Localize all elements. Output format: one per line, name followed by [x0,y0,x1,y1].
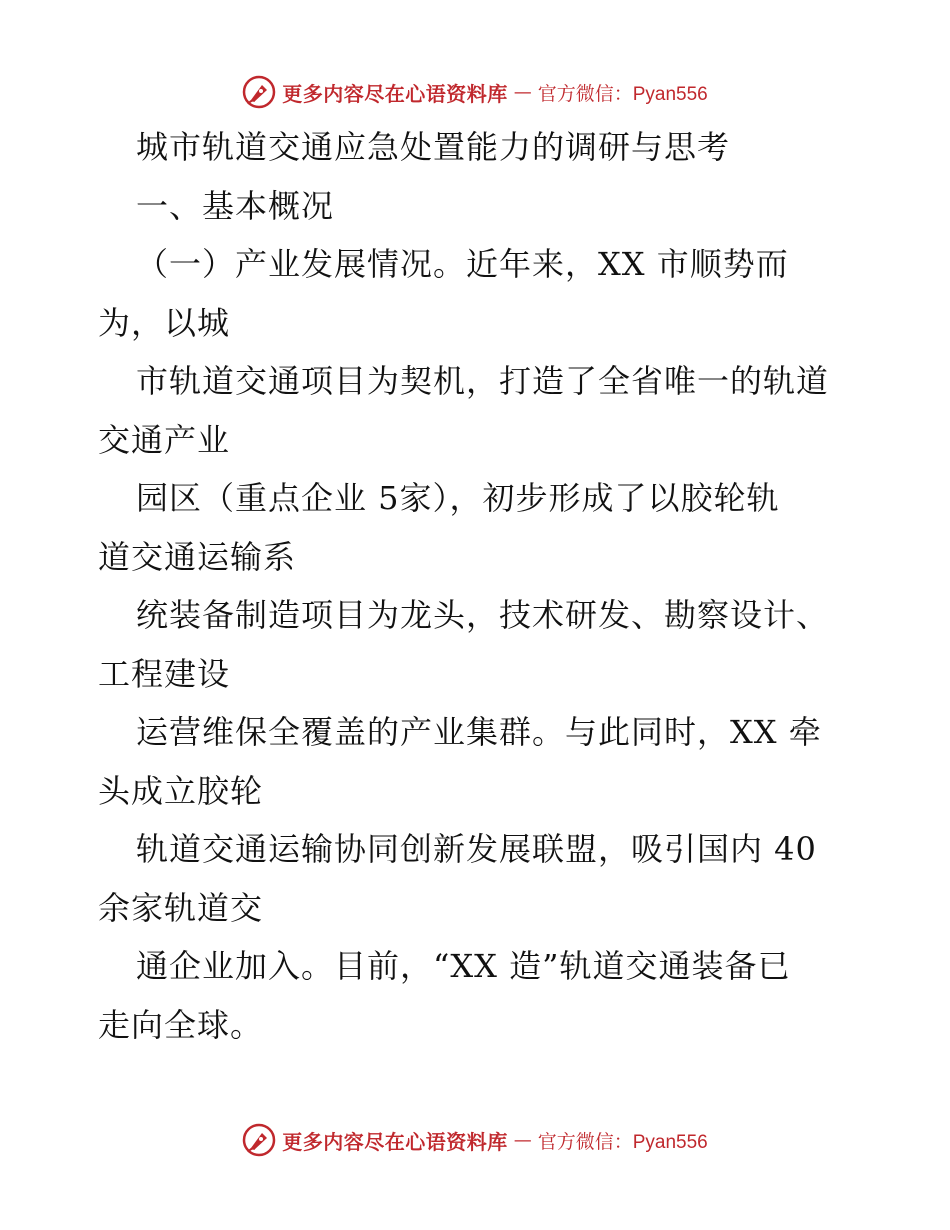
body-line: 运营维保全覆盖的产业集群。与此同时，XX 牵 [136,713,822,751]
watermark-contact: 官方微信：Pyan556 [537,1131,708,1153]
body-line: 轨道交通运输协同创新发展联盟，吸引国内 40 [136,830,817,868]
document-title: 城市轨道交通应急处置能力的调研与思考 [136,128,731,166]
footer-watermark [0,1120,950,1160]
body-line: 工程建设 [98,654,231,693]
body-line: 余家轨道交 [98,888,264,927]
body-line: 交通产业 [98,420,231,459]
body-line: 为，以城 [98,303,231,342]
watermark-contact: 官方微信：Pyan556 [537,83,708,105]
section-heading: 一、基本概况 [136,186,335,225]
body-line: 通企业加入。目前，“XX 造”轨道交通装备已 [136,947,791,985]
pen-nib-logo-icon [242,75,276,109]
watermark-text: 更多内容尽在心语资料库 [282,1129,508,1154]
body-line: 头成立胶轮 [98,771,264,810]
body-line: 走向全球。 [98,1005,264,1044]
watermark-text: 更多内容尽在心语资料库 [282,81,508,106]
body-line: （一）产业发展情况。近年来，XX 市顺势而 [136,245,789,283]
watermark-dash: — [513,1129,532,1151]
body-line: 园区（重点企业 5家），初步形成了以胶轮轨 [136,479,780,517]
body-line: 道交通运输系 [98,537,297,576]
body-line: 统装备制造项目为龙头，技术研发、勘察设计、 [136,596,830,634]
body-line: 市轨道交通项目为契机，打造了全省唯一的轨道 [136,362,830,400]
pen-nib-logo-icon [242,1123,276,1157]
header-watermark [0,72,950,112]
body-paragraph [98,235,858,1054]
document-body [98,118,858,1054]
watermark-dash: — [513,81,532,103]
